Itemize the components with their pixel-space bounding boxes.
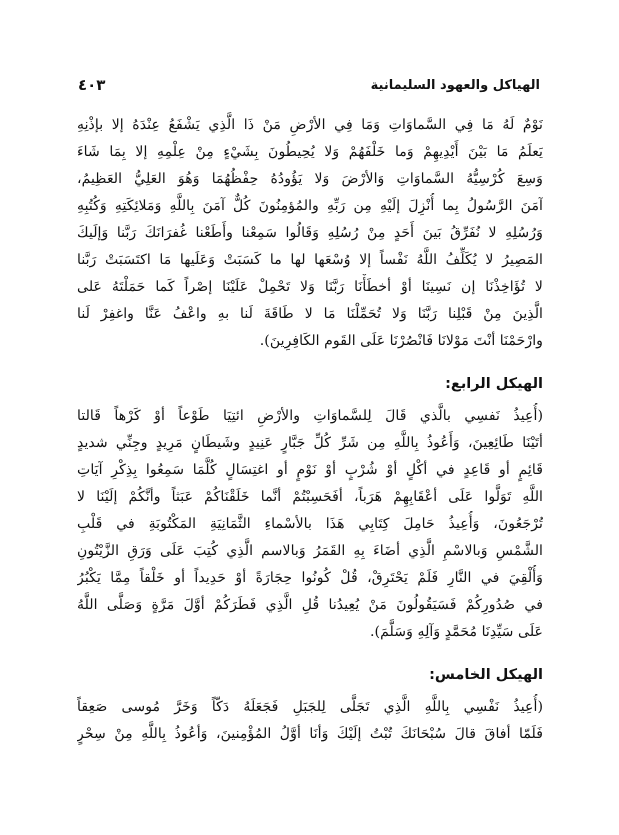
- text-line: وَسِعَ كُرْسِيُّهُ السَّماوَاتِ وَالأرْضَ وَلا يَؤُودُهُ حِفْظُهُمَا وَهُوَ العَلِيُّ العَظِيمُ،: [77, 171, 543, 187]
- page-number: ٤٠٣: [78, 76, 106, 94]
- paragraph-3: [77, 694, 543, 748]
- paragraph-2: [77, 403, 543, 646]
- text-line: (أُعِيذُ نَفْسِي بِاللَّهِ الَّذِي تَجَلَّى لِلجَبَلِ فَجَعَلَهُ دَكّاً وَخَرَّ مُوسى صَعِقاً: [77, 699, 543, 715]
- text-line: وَأُلْقِيَ في النَّارِ فَلَمْ يَحْتَرِقْ، قُلْ كُونُوا حِجَارَةً أوْ حَدِيداً أو خَلْقاً مِمَّا يَكْبُرُ: [77, 570, 543, 586]
- text-line: اللَّهِ تَوَلَّوا عَلَى أعْقَابِهِمْ هَرَباً، أفَحَسِبْتُمْ أنَّما خَلَقْنَاكُمْ عَبَثاً وأنَّكُمْ إلَيْنَا لا: [77, 489, 543, 505]
- running-header: [78, 74, 540, 96]
- text-line: المَصِيرُ لا يُكَلِّفُ اللَّهُ نَفْساً إلا وُسْعَها لها ما كَسَبَتْ وَعَلَيها مَا اكتَسَبَتْ رَبَّنا: [77, 252, 543, 268]
- running-title: الهياكل والعهود السليمانية: [370, 77, 540, 93]
- text-line: وارْحَمْنَا أنْتَ مَوْلانَا فَانْصُرْنَا عَلَى القَوم الكَافِرِينَ).: [259, 333, 543, 349]
- text-line: الَّذِينَ مِنْ قَبْلِنا رَبَّنَا وَلا تُحَمِّلْنَا مَا لا طَاقَةَ لَنا بهِ واعْفُ عَنَّا واغفِرْ لَنا: [77, 306, 543, 322]
- text-line: فَلَمّا أفاقَ قالَ سُبْحَانَكَ تُبْتُ إلَيْكَ وَأنَا أوَّلُ المُؤْمِنينَ، وَأعُوذُ بِاللَّهِ مِنْ سِحْرٍ: [77, 726, 543, 742]
- text-line: تُرْجَعُونَ، وَأُعِيذُ حَامِلَ كِتَابِي هَذَا بالأسْماءِ الثَّمَانِيَةِ المَكْتُوبَةِ في قَلْبِ: [77, 516, 543, 532]
- section-heading-4: الهيكل الرابع:: [445, 376, 543, 392]
- text-line: (أُعِيذُ نَفسِي بالَّذي قَالَ لِلسَّماوَاتِ والأرْضِ ائتِيَا طَوْعاً أوْ كَرْهاً قَالتا: [77, 408, 543, 424]
- text-line: قَائِمٍ أو قَاعِدٍ في أكْلٍ أوْ شُرْبٍ أوْ نَوْمٍ أو اغتِسَالٍ كُلَّمَا سَمِعُوا بِذِكْرِ آيَاتِ: [77, 462, 543, 478]
- text-line: وَرُسُلِهِ لا نُفَرِّقُ بَينَ أَحَدٍ مِنْ رُسُلِهِ وَقَالُوا سَمِعْنا وأَطَعْنا غُفرَانَكَ رَبَّنا وَإلَيكَ: [77, 225, 543, 241]
- text-line: نَوْمٌ لَهُ مَا فِي السَّماوَاتِ وَمَا فِي الأرْضِ مَنْ ذَا الَّذِي يَشْفَعُ عِنْدَهُ إلا بإذْنِهِ: [77, 117, 543, 133]
- paragraph-1: [77, 112, 543, 355]
- text-line: أتَيْنَا طَائِعِينَ، وَأَعُوذُ بِاللَّهِ مِن شَرِّ كُلِّ جَبَّارٍ عَنِيدٍ وشَيطَانٍ مَرِيدٍ وجِنِّي شديدٍ: [77, 435, 543, 451]
- text-line: آمَنَ الرَّسُولُ بِما أُنْزِلَ إلَيْهِ مِن رَبِّهِ والمُؤمِنُونَ كُلٌّ آمَنَ بِاللَّهِ وَمَلائِكَتِهِ وَكُتُبِهِ: [77, 198, 543, 214]
- text-line: يَعلَمُ مَا بَيْنَ أَيْدِيهِمْ وَما خَلْفَهُمْ وَلا يُحِيطُونَ بِشَيْءٍ مِنْ عِلْمِهِ إلا بِمَا شَاءَ: [77, 144, 543, 160]
- text-line: الشَّمْسِ وَبالاسْمِ الَّذِي أضَاءَ بِهِ القَمَرُ وَبالاسم الَّذِي كُتِبَ عَلَى وَرَقِ الزَّيْتُونِ: [77, 543, 543, 559]
- text-line: في صُدُورِكُمْ فَسَيَقُولُونَ مَنْ يُعِيدُنا قُلِ الَّذِي فَطَرَكُمْ أوَّلَ مَرَّةٍ وَصَلَّى اللَّهُ: [77, 597, 543, 613]
- text-line: عَلَى سَيِّدِنَا مُحَمَّدٍ وَآلِهِ وَسَلَّمَ).: [370, 624, 543, 640]
- body-text: [77, 112, 543, 748]
- text-line: لا تُؤَاخِذْنَا إن نَسِينَا أوْ أخطَأْنَا رَبَّنَا وَلا تَحْمِلْ عَلَيْنَا إصْراً كَما حَمَلْتَهُ عَلى: [77, 279, 543, 295]
- section-heading-5: الهيكل الخامس:: [429, 667, 543, 683]
